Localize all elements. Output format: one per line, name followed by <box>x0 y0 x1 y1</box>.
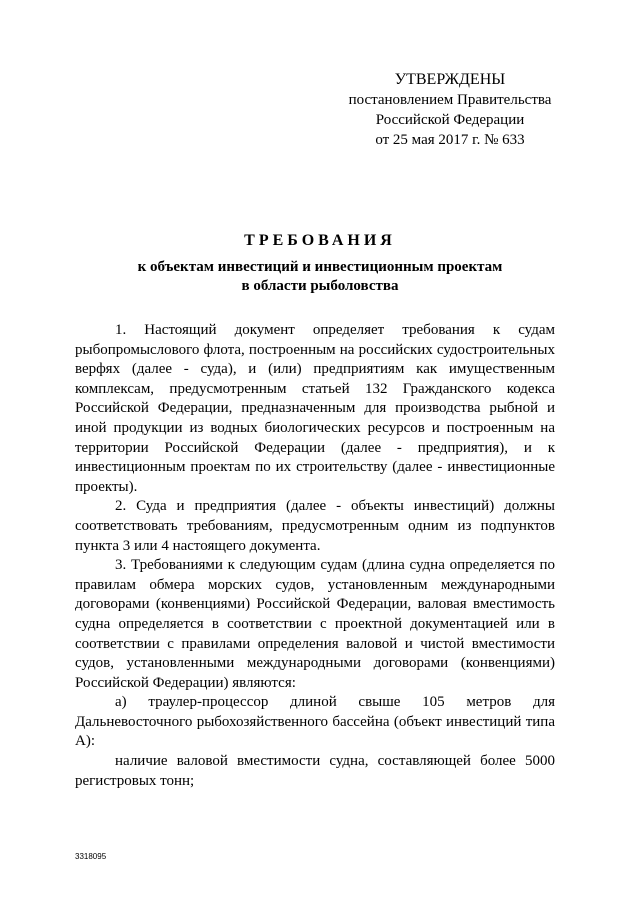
approval-line-2: Российской Федерации <box>375 112 525 128</box>
document-body <box>75 321 555 791</box>
approval-label: УТВЕРЖДЕНЫ <box>394 71 506 88</box>
approval-line-3: от 25 мая 2017 г. № 633 <box>375 132 525 148</box>
subtitle-line-1: к объектам инвестиций и инвестиционным проектам <box>137 259 503 275</box>
document-subtitle <box>90 258 550 296</box>
paragraph-3a-item: наличие валовой вместимости судна, составляющей более 5000 регистровых тонн; <box>75 753 555 789</box>
paragraph-3: 3. Требованиями к следующим судам (длина судна определяется по правилам обмера морских судов, установленным международными договорами (конвенциями) Российской Федерации, валовая вместимость судна определяется в соответствии с проектной документацией или в соответствии с правилами определения валовой и чистой вместимости судов, установленными международными договорами (конвенциями) Российской Федерации) являются: <box>75 557 555 691</box>
paragraph-1: 1. Настоящий документ определяет требования к судам рыбопромыслового флота, построенным на российских судостроительных верфях (далее - суда), и (или) предприятиям как имущественным комплексам, предусмотренным статьей 132 Гражданского кодекса Российской Федерации, предназначенным для производства рыбной и иной продукции из водных биологических ресурсов и построенным на территории Российской Федерации (далее - предприятия), и к инвестиционным проектам по их строительству (далее - инвестиционные проекты). <box>75 322 555 495</box>
approval-line-1: постановлением Правительства <box>348 92 552 108</box>
approval-block <box>340 70 560 150</box>
document-code: 3318095 <box>75 852 107 861</box>
paragraph-2: 2. Суда и предприятия (далее - объекты инвестиций) должны соответствовать требованиям, предусмотренным одним из подпунктов пункта 3 или 4 настоящего документа. <box>75 498 555 554</box>
document-title: ТРЕБОВАНИЯ <box>244 232 396 249</box>
paragraph-3a: а) траулер-процессор длиной свыше 105 метров для Дальневосточного рыбохозяйственного бассейна (объект инвестиций типа А): <box>75 694 555 750</box>
subtitle-line-2: в области рыболовства <box>241 278 399 294</box>
